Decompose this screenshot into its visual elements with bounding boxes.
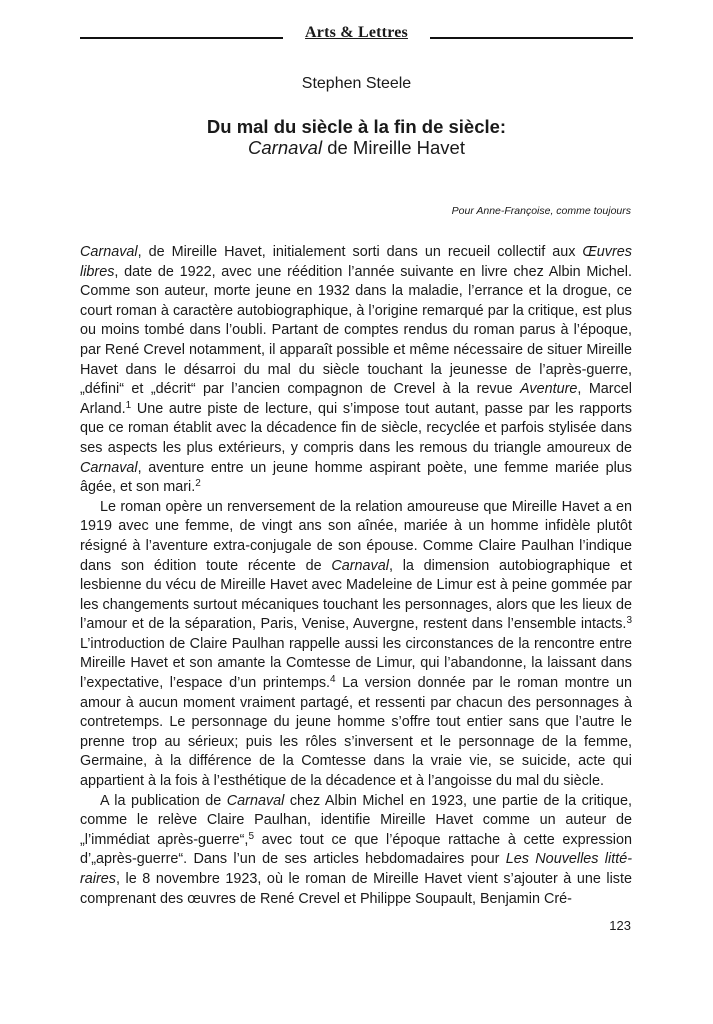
footnote-marker: 2: [195, 478, 201, 490]
text-run: , de Mireille Havet, initialement sorti dans un recueil collectif aux: [137, 244, 583, 260]
paragraph: [80, 243, 632, 498]
italic-run: Œuvres libres: [80, 244, 632, 280]
title-main: Du mal du siècle à la fin de siècle:: [206, 116, 507, 137]
footnote-marker: 1: [125, 399, 132, 411]
text-run: , aventure entre un jeune homme aspirant poète, une femme mariée plus âgée, et son mari.: [80, 459, 632, 496]
text-run: , la dimension autobiographique et lesbienne du vécu de Mireille Havet avec Madeleine de Limur est à peine gommée par les changements surtout mécaniques touchant les personnages, alors que les lieux de l’amour et de la séparation, Paris, Venise, Auvergne, restent dans l’ensemble intacts.: [80, 557, 632, 633]
text-run: La version donnée par le roman montre un amour à aucun moment vraiment partagé, et ressenti par chacun des personnages à contretemps. Le personnage du jeune homme s’offre tout entier sans que l’autre le prenne trop au sérieux; puis les rôles s’inversent et le personnage de la femme, Germaine, à la différence de la Comtesse dans la vraie vie, se suicide, acte qui appartient à la fois à l’esthétique de la décadence et à l’angoisse du mal du siècle.: [80, 675, 632, 790]
italic-run: Aventure: [520, 381, 578, 398]
text-run: chez Albin Michel en 1923, une partie de la critique, comme le relève Claire Paulhan, identifie Mireille Havet comme un auteur de „l’immédiat après-guerre“,: [80, 792, 633, 848]
italic-run: Carnaval: [331, 557, 389, 574]
footnote-marker: 5: [248, 830, 254, 842]
footnote-marker: 4: [330, 674, 336, 686]
text-run: , Marcel Arland.: [80, 381, 632, 417]
footnote-marker: 3: [626, 615, 632, 627]
italic-run: Carnaval: [226, 792, 285, 809]
title-sub-rest: de Mireille Havet: [322, 137, 465, 158]
text-run: L’introduction de Claire Paulhan rappelle aussi les circonstances de la rencontre entre Mireille Havet et son amante la Comtesse de Limur, qui l’abandonne, la laissant dans l’expectative, l’espace d’un printemps.: [80, 635, 632, 692]
paragraph: [80, 792, 632, 910]
title-sub-italic: Carnaval: [248, 137, 323, 158]
section-title: Arts & Lettres: [305, 24, 408, 41]
italic-run: Les Nouvelles littéraires: [80, 851, 632, 887]
header-rule-left: [80, 37, 283, 39]
article-title: [80, 116, 633, 158]
text-run: , date de 1922, avec une réédition l’année suivante en livre chez Albin Michel. Comme son auteur, morte jeune en 1932 dans la maladie, l’errance et la drogue, ce court roman à caractère autobiographique, à l’origine remarqué par la critique, est plus ou moins tombé dans l’oubli. Partant de comptes rendus du roman parus à l’époque, par René Crevel notamment, il apparaît possible et même nécessaire de situer Mireille Havet dans le désarroi du mal du siècle touchant la jeunesse de l’après-guerre, „défini“ et „décrit“ par l’ancien compagnon de Crevel à la revue: [80, 263, 632, 398]
italic-run: Carnaval: [80, 244, 138, 260]
dedication: Pour Anne-Françoise, comme toujours: [451, 205, 631, 217]
text-run: A la publication de: [100, 792, 227, 809]
text-run: avec tout ce que l’époque rattache à cette expression d’„après-guerre“. Dans l’un de ses articles hebdomadaires pour: [80, 831, 632, 868]
text-run: Le roman opère un renversement de la relation amoureuse que Mireille Havet a en 1919 avec une femme, de vingt ans son aînée, mariée à un homme infidèle plutôt résigné à l’aventure extra-conjugale de son épouse. Comme Claire Paulhan l’indique dans son édition toute récente de: [80, 498, 632, 574]
text-run: Une autre piste de lecture, qui s’impose tout autant, passe par les rapports que ce roman établit avec la décadence fin de siècle, recyclée et parfois stylisée dans ses aspects les plus extérieurs, y compris dans les remous du triangle amoureux de: [80, 400, 632, 456]
running-header: [80, 24, 633, 48]
paragraph: [80, 498, 632, 792]
article-author: Stephen Steele: [301, 75, 412, 92]
header-rule-right: [430, 37, 633, 39]
page-number: 123: [609, 918, 631, 933]
article-body: [80, 243, 632, 909]
text-run: , le 8 novembre 1923, où le roman de Mireille Havet vient s’ajouter à une liste comprenant des œuvres de René Crevel et Philippe Soupault, Benjamin Cré-: [80, 871, 632, 907]
title-sub: [80, 137, 633, 158]
italic-run: Carnaval: [80, 459, 138, 476]
